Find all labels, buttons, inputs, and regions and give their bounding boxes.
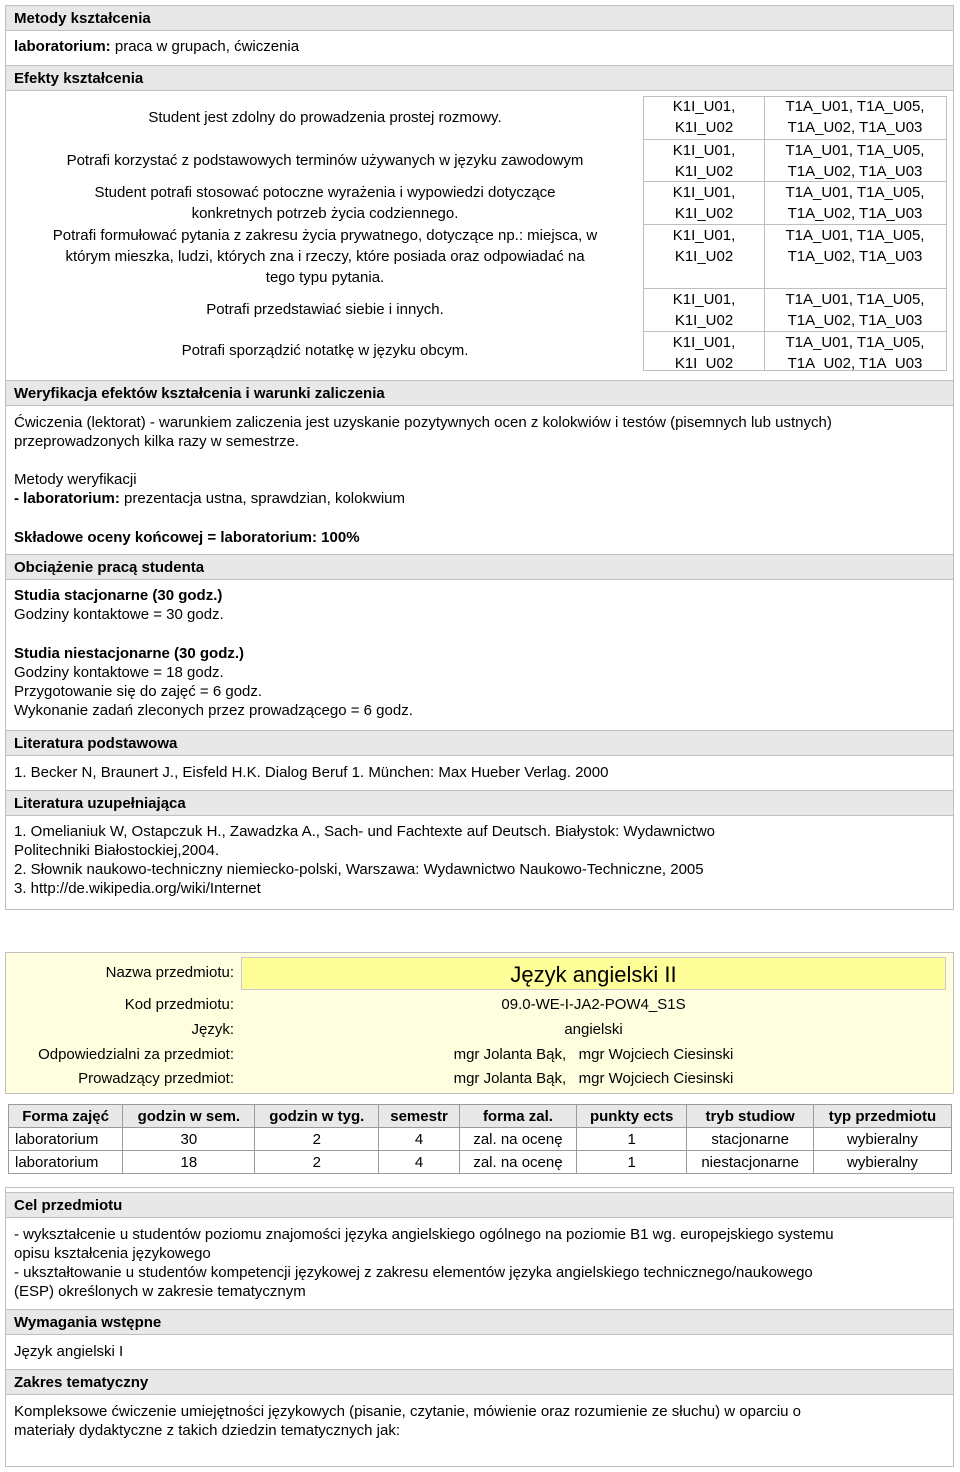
effect-description: Potrafi sporządzić notatkę w języku obcym. <box>181 342 469 359</box>
effect-row <box>6 139 955 181</box>
methods-header: Metody kształcenia <box>6 5 953 31</box>
effect-row <box>6 331 955 370</box>
lit-extra-text: 1. Omelianiuk W, Ostapczuk H., Zawadzka A., Sach- und Fachtexte auf Deutsch. Białystok: Wydawnictwo Politechniki Białostockiej,2004. 2. Słownik naukowo-techniczny niemiecko-polski, Warszawa: Wydawnictwo Naukowo-Techniczne, 2005 3. http://de.wikipedia.org/wiki/Internet <box>14 823 715 897</box>
schedule-cell: stacjonarne <box>687 1128 814 1151</box>
effect-description: Potrafi przedstawiać siebie i innych. <box>206 301 444 318</box>
schedule-col-header: punkty ects <box>576 1105 686 1128</box>
schedule-row <box>9 1151 952 1174</box>
effect-t-codes: T1A_U01, T1A_U05, T1A_U02, T1A_U03 <box>764 288 947 332</box>
lit-basic-header: Literatura podstawowa <box>6 730 953 756</box>
effect-description: Potrafi korzystać z podstawowych terminów używanych w języku zawodowym <box>66 151 584 169</box>
schedule-cell: 1 <box>576 1128 686 1151</box>
course-name: Język angielski II <box>241 957 946 990</box>
effects-top-border <box>643 96 946 97</box>
course-code: 09.0-WE-I-JA2-POW4_S1S <box>501 996 686 1013</box>
lit-extra-header: Literatura uzupełniająca <box>6 790 953 816</box>
schedule-col-header: forma zal. <box>459 1105 576 1128</box>
effects-table <box>6 96 955 370</box>
course-name-label: Nazwa przedmiotu: <box>105 964 234 981</box>
verification-header: Weryfikacja efektów kształcenia i warunki zaliczenia <box>6 380 953 406</box>
effect-t-codes: T1A_U01, T1A_U05, T1A_U02, T1A_U03 <box>764 224 947 289</box>
schedule-cell: laboratorium <box>9 1128 123 1151</box>
course-lead-label: Prowadzący przedmiot: <box>78 1070 234 1087</box>
schedule-cell: 30 <box>123 1128 255 1151</box>
schedule-col-header: semestr <box>379 1105 460 1128</box>
effect-k-codes: K1I_U01, K1I_U02 <box>643 181 765 225</box>
goal-header: Cel przedmiotu <box>6 1192 953 1218</box>
verification-methods-prefix: - laboratorium: <box>14 490 120 507</box>
methods-prefix: laboratorium: <box>14 38 111 55</box>
schedule-table <box>8 1104 952 1174</box>
verification-text: Ćwiczenia (lektorat) - warunkiem zaliczenia jest uzyskanie pozytywnych ocen z kolokwiów i testów (pisemnych lub ustnych) przeprowadzonych kilka razy w semestrze. <box>14 414 832 450</box>
verification-methods-value: prezentacja ustna, sprawdzian, kolokwium <box>119 490 405 507</box>
workload-full-lines: Godziny kontaktowe = 30 godz. <box>14 606 224 623</box>
schedule-col-header: Forma zajęć <box>9 1105 123 1128</box>
scope-text: Kompleksowe ćwiczenie umiejętności językowych (pisanie, czytanie, mówienie oraz rozumienie ze słuchu) w oparciu o materiały dydaktyczne z takich dziedzin tematycznych jak: <box>14 1403 802 1439</box>
final-grade: Składowe oceny końcowej = laboratorium: 100% <box>14 529 360 546</box>
schedule-cell: wybieralny <box>813 1151 951 1174</box>
effect-row <box>6 288 955 331</box>
effect-row <box>6 224 955 288</box>
verification-methods-title: Metody weryfikacji <box>14 471 137 488</box>
workload-header: Obciążenie pracą studenta <box>6 554 953 580</box>
effects-header: Efekty kształcenia <box>6 65 953 91</box>
effect-t-codes: T1A_U01, T1A_U05, T1A_U02, T1A_U03 <box>764 96 947 139</box>
effect-t-codes: T1A_U01, T1A_U05, T1A_U02, T1A_U03 <box>764 181 947 225</box>
schedule-col-header: godzin w sem. <box>123 1105 255 1128</box>
effect-k-codes: K1I_U01, K1I_U02 <box>643 288 765 332</box>
schedule-header-row <box>9 1105 952 1128</box>
schedule-cell: laboratorium <box>9 1151 123 1174</box>
schedule-col-header: godzin w tyg. <box>255 1105 379 1128</box>
course-code-label: Kod przedmiotu: <box>124 996 234 1013</box>
course-lead: mgr Jolanta Bąk, mgr Wojciech Ciesinski <box>453 1070 734 1087</box>
course-info <box>5 952 954 1094</box>
effect-row <box>6 96 955 139</box>
effect-t-codes: T1A_U01, T1A_U05, T1A_U02, T1A_U03 <box>764 139 947 182</box>
effect-k-codes: K1I_U01, K1I_U02 <box>643 224 765 289</box>
lower-section <box>5 1187 954 1467</box>
course-lang: angielski <box>564 1021 623 1038</box>
schedule-cell: 2 <box>255 1128 379 1151</box>
schedule-cell: wybieralny <box>813 1128 951 1151</box>
schedule-cell: 2 <box>255 1151 379 1174</box>
methods-text <box>14 37 299 56</box>
course-resp-label: Odpowiedzialni za przedmiot: <box>38 1046 234 1063</box>
effect-description: Student potrafi stosować potoczne wyrażenia i wypowiedzi dotyczące konkretnych potrzeb życia codziennego. <box>94 183 556 222</box>
workload-part-title: Studia niestacjonarne (30 godz.) <box>14 645 245 662</box>
lit-basic-text: 1. Becker N, Braunert J., Eisfeld H.K. Dialog Beruf 1. München: Max Hueber Verlag. 2000 <box>14 764 609 781</box>
effect-row <box>6 181 955 224</box>
schedule-cell: 18 <box>123 1151 255 1174</box>
schedule-col-header: typ przedmiotu <box>813 1105 951 1128</box>
effect-description: Potrafi formułować pytania z zakresu życia prywatnego, dotyczące np.: miejsca, w którym mieszka, ludzi, których zna i rzeczy, które posiada oraz odpowiadać na tego typu pytania. <box>52 226 598 286</box>
schedule-cell: zal. na ocenę <box>459 1128 576 1151</box>
verification-methods <box>14 489 405 508</box>
schedule-cell: 4 <box>379 1128 460 1151</box>
workload-part-lines: Godziny kontaktowe = 18 godz. Przygotowanie się do zajęć = 6 godz. Wykonanie zadań zleconych przez prowadzącego = 6 godz. <box>14 664 413 719</box>
workload-full-title: Studia stacjonarne (30 godz.) <box>14 587 223 604</box>
scope-header: Zakres tematyczny <box>6 1369 953 1395</box>
schedule-cell: 4 <box>379 1151 460 1174</box>
course-lang-label: Język: <box>191 1021 234 1038</box>
effect-k-codes: K1I_U01, K1I_U02 <box>643 96 765 139</box>
upper-section <box>5 5 954 910</box>
schedule-cell: 1 <box>576 1151 686 1174</box>
effect-k-codes: K1I_U01, K1I_U02 <box>643 331 765 371</box>
effects-bottom-border <box>643 370 946 371</box>
schedule-cell: zal. na ocenę <box>459 1151 576 1174</box>
methods-value: praca w grupach, ćwiczenia <box>110 38 300 55</box>
schedule-row <box>9 1128 952 1151</box>
effect-t-codes: T1A_U01, T1A_U05, T1A_U02, T1A_U03 <box>764 331 947 371</box>
schedule-cell: niestacjonarne <box>687 1151 814 1174</box>
requirements-text: Język angielski I <box>14 1343 124 1360</box>
effect-description: Student jest zdolny do prowadzenia prostej rozmowy. <box>148 109 502 126</box>
goal-text: - wykształcenie u studentów poziomu znajomości języka angielskiego ogólnego na poziomie B1 wg. europejskiego systemu opisu kształcenia językowego - ukształtowanie u studentów kompetencji językowej z zakresu elementów języka angielskiego technicznego/naukowego (ESP) określonych w zakresie tematycznym <box>14 1226 834 1300</box>
schedule-col-header: tryb studiow <box>687 1105 814 1128</box>
course-resp: mgr Jolanta Bąk, mgr Wojciech Ciesinski <box>453 1046 734 1063</box>
requirements-header: Wymagania wstępne <box>6 1309 953 1335</box>
effect-k-codes: K1I_U01, K1I_U02 <box>643 139 765 182</box>
